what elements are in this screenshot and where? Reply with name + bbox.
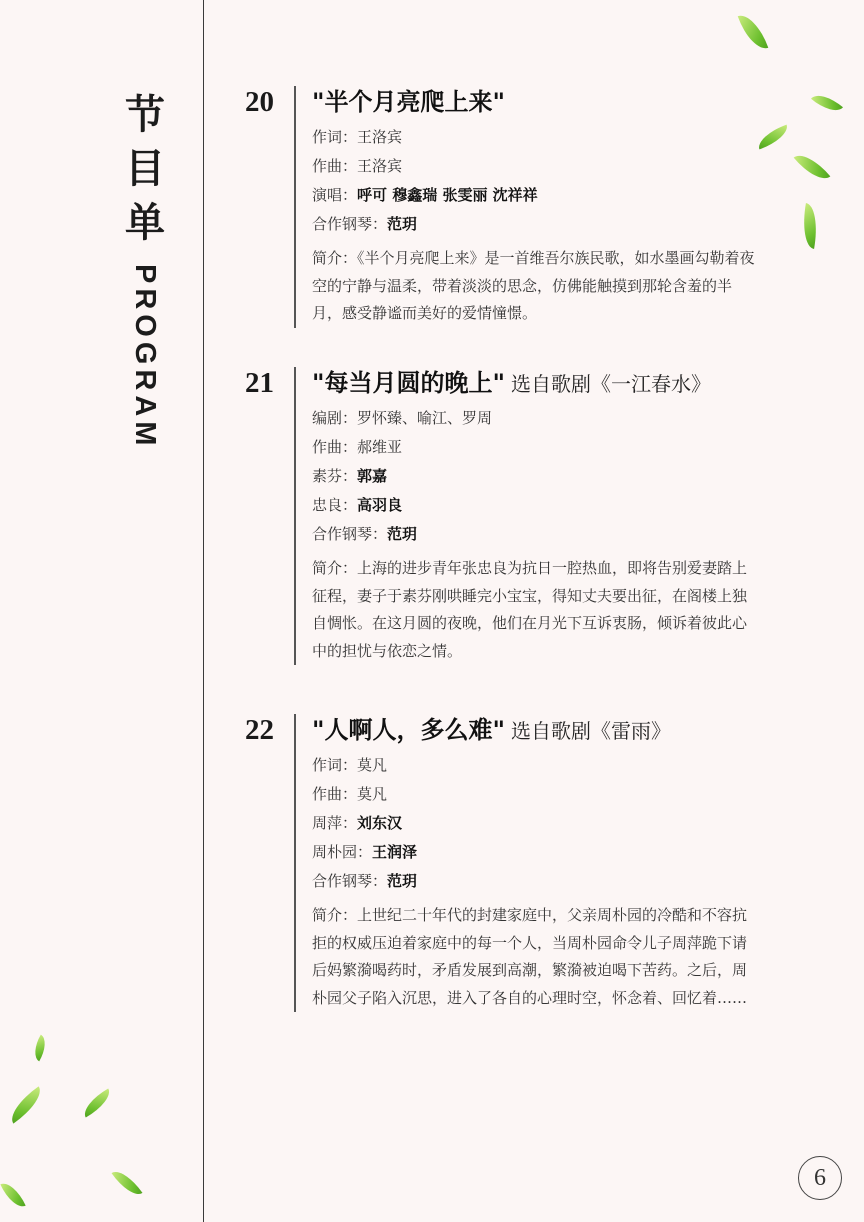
credit-name: 范玥 [387, 872, 418, 890]
credit-role: 作词： [312, 128, 358, 146]
credit-line [312, 123, 782, 152]
program-title-main: "每当月圆的晚上" [312, 369, 506, 397]
program-body [294, 367, 782, 665]
leaf-icon [738, 10, 769, 54]
credit-name: 高羽良 [357, 496, 403, 514]
credit-role: 合作钢琴： [312, 872, 388, 890]
leaf-icon [794, 147, 831, 186]
credit-role: 素芬： [312, 467, 358, 485]
program-title-sub: 选自歌剧《雷雨》 [511, 719, 672, 743]
credit-line [312, 181, 782, 210]
credit-name: 范玥 [387, 525, 418, 543]
credit-name: 刘东汉 [357, 814, 403, 832]
leaf-icon [798, 203, 821, 249]
leaf-icon [29, 1035, 51, 1062]
credit-line [312, 838, 782, 867]
program-description: 简介：上世纪二十年代的封建家庭中，父亲周朴园的冷酷和不容抗拒的权威压迫着家庭中的每一个人，当周朴园命令儿子周萍跪下请后妈繁漪喝药时，矛盾发展到高潮，繁漪被迫喝下苦药。之后，周朴园父子陷入沉思，进入了各自的心理时空，怀念着、回忆着…… [312, 906, 748, 1007]
credit-role: 作词： [312, 756, 358, 774]
leaf-icon [0, 1178, 25, 1211]
program-body [294, 714, 782, 1012]
sidebar-title-char: 单 [125, 200, 165, 246]
program-description: 简介：上海的进步青年张忠良为抗日一腔热血，即将告别爱妻踏上征程，妻子于素芬刚哄睡完小宝宝，得知丈夫要出征，在阁楼上独自惆怅。在这月圆的夜晚，他们在月光下互诉衷肠，倾诉着彼此心中的担忧与依恋之情。 [312, 559, 748, 660]
credit-name: 莫凡 [357, 756, 388, 774]
credit-role: 作曲： [312, 785, 358, 803]
program-body [294, 86, 782, 328]
credit-name: 郝维亚 [357, 438, 403, 456]
program-number: 20 [245, 86, 274, 118]
credit-name: 莫凡 [357, 785, 388, 803]
credit-role: 作曲： [312, 438, 358, 456]
credit-role: 演唱： [312, 186, 358, 204]
credit-line [312, 433, 782, 462]
credit-role: 周朴园： [312, 843, 373, 861]
credit-role: 忠良： [312, 496, 358, 514]
sidebar-title-char: 目 [125, 146, 165, 192]
credit-line [312, 462, 782, 491]
credit-name: 王洛宾 [357, 128, 403, 146]
program-title-main: "人啊人，多么难" [312, 716, 506, 744]
page-number: 6 [798, 1156, 842, 1200]
credit-role: 合作钢琴： [312, 215, 388, 233]
credit-line [312, 491, 782, 520]
credit-line [312, 404, 782, 433]
program-title [312, 86, 782, 119]
credit-line [312, 210, 782, 239]
credit-role: 合作钢琴： [312, 525, 388, 543]
credit-line [312, 809, 782, 838]
program-title-sub: 选自歌剧《一江春水》 [511, 372, 712, 396]
program-number: 21 [245, 367, 274, 399]
credit-line [312, 751, 782, 780]
credit-line [312, 867, 782, 896]
leaf-icon [79, 1088, 115, 1117]
program-description: 简介：《半个月亮爬上来》是一首维吾尔族民歌，如水墨画勾勒着夜空的宁静与温柔，带着淡淡的思念，仿佛能触摸到那轮含羞的半月，感受静谧而美好的爱情憧憬。 [312, 249, 755, 322]
credit-line [312, 780, 782, 809]
credit-name: 郭嘉 [357, 467, 388, 485]
sidebar-title-en: PROGRAM [129, 264, 161, 451]
sidebar-title-cn [120, 88, 170, 250]
sidebar-divider [203, 0, 204, 1222]
credit-name: 王洛宾 [357, 157, 403, 175]
credit-name: 王润泽 [372, 843, 418, 861]
leaf-icon [4, 1086, 48, 1123]
leaf-icon [811, 88, 843, 118]
credit-name: 罗怀臻、喻江、罗周 [357, 409, 493, 427]
credit-line [312, 520, 782, 549]
credit-role: 作曲： [312, 157, 358, 175]
leaf-icon [112, 1165, 143, 1201]
credit-role: 周萍： [312, 814, 358, 832]
credit-name: 呼可 穆鑫瑞 张雯丽 沈祥祥 [357, 186, 538, 204]
credit-role: 编剧： [312, 409, 358, 427]
program-title [312, 714, 782, 747]
sidebar-title-char: 节 [125, 92, 165, 138]
credit-name: 范玥 [387, 215, 418, 233]
credit-line [312, 152, 782, 181]
program-title [312, 367, 782, 400]
program-title-main: "半个月亮爬上来" [312, 88, 506, 116]
program-number: 22 [245, 714, 274, 746]
